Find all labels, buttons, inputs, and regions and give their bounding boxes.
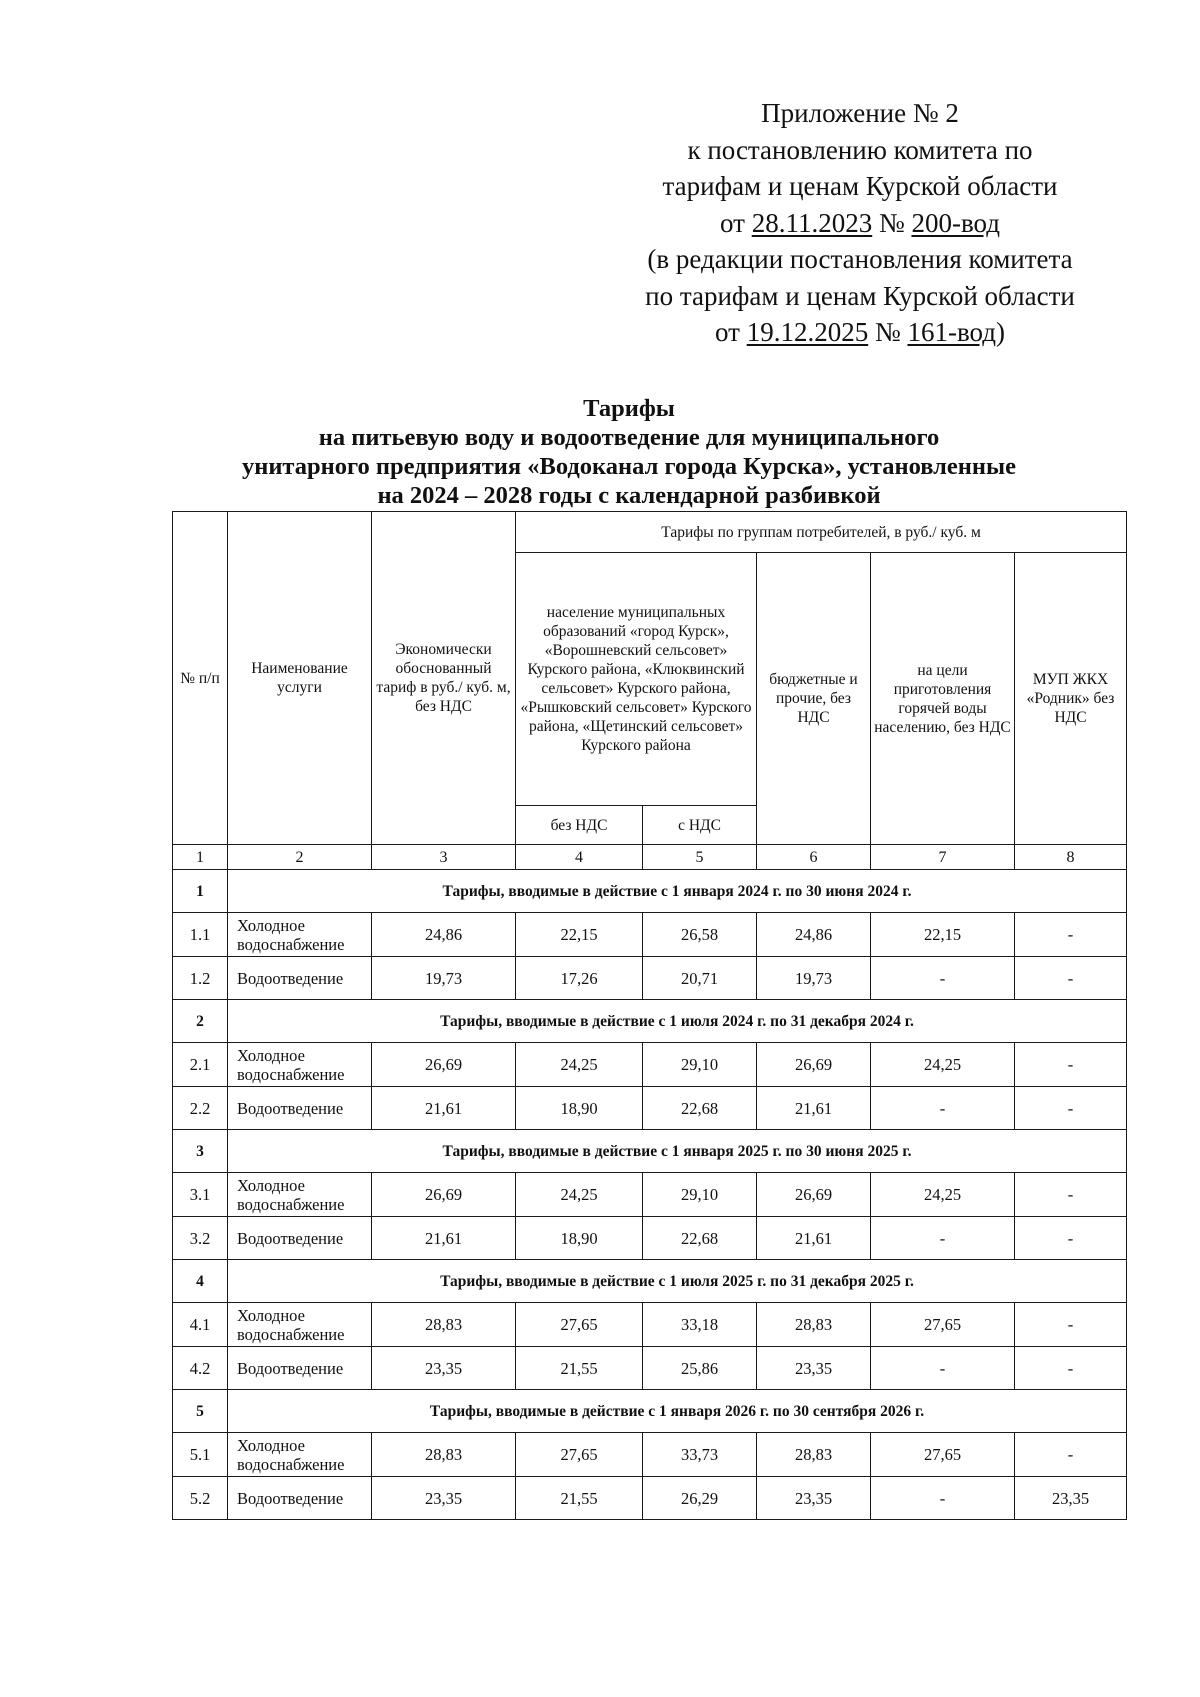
section-row xyxy=(173,1390,1127,1433)
section-number: 2 xyxy=(173,1000,228,1043)
table-row xyxy=(173,1217,1127,1260)
budget-tariff: 19,73 xyxy=(757,957,871,1000)
section-number: 4 xyxy=(173,1260,228,1303)
title-line-4: на 2024 – 2028 годы с календарной разбивкой xyxy=(377,482,881,509)
header-population: население муниципальных образований «город Курск», «Ворошневский сельсовет» Курского района, «Клюквинский сельсовет» Курского района, «Рышковский сельсовет» Курского района, «Щетинский сельсовет» Курского района xyxy=(516,553,757,806)
rodnik-tariff: - xyxy=(1015,1043,1127,1087)
header-rodnik: МУП ЖКХ «Родник» без НДС xyxy=(1015,553,1127,845)
title-line-2: на питьевую воду и водоотведение для муниципального xyxy=(318,424,940,451)
section-row xyxy=(173,1130,1127,1173)
row-number: 1.2 xyxy=(173,957,228,1000)
population-no-vat: 27,65 xyxy=(516,1303,643,1347)
column-number: 6 xyxy=(757,845,871,870)
section-number: 5 xyxy=(173,1390,228,1433)
table-row xyxy=(173,1173,1127,1217)
column-number: 4 xyxy=(516,845,643,870)
column-number: 3 xyxy=(372,845,516,870)
row-number: 3.1 xyxy=(173,1173,228,1217)
row-number: 5.2 xyxy=(173,1477,228,1520)
rodnik-tariff: - xyxy=(1015,1087,1127,1130)
table-row xyxy=(173,1477,1127,1520)
row-number: 2.1 xyxy=(173,1043,228,1087)
budget-tariff: 21,61 xyxy=(757,1217,871,1260)
appendix-line-3: тарифам и ценам Курской области xyxy=(662,171,1058,201)
service-name: Холодное водоснабжение xyxy=(228,1043,372,1087)
decree-number: 200-вод xyxy=(911,207,1000,238)
header-with-vat: с НДС xyxy=(643,806,757,845)
section-row xyxy=(173,1260,1127,1303)
hot-water-tariff: 24,25 xyxy=(871,1173,1015,1217)
population-no-vat: 27,65 xyxy=(516,1433,643,1477)
hot-water-tariff: 22,15 xyxy=(871,913,1015,957)
amend-decree-date: 19.12.2025 xyxy=(746,317,869,347)
title-line-3: унитарного предприятия «Водоканал города Курска», установленные xyxy=(241,453,1017,480)
column-number: 1 xyxy=(173,845,228,870)
appendix-header xyxy=(620,95,1100,351)
section-title: Тарифы, вводимые в действие с 1 января 2024 г. по 30 июня 2024 г. xyxy=(228,870,1127,913)
header-budget: бюджетные и прочие, без НДС xyxy=(757,553,871,845)
section-number: 1 xyxy=(173,870,228,913)
economic-tariff: 28,83 xyxy=(372,1303,516,1347)
population-no-vat: 24,25 xyxy=(516,1173,643,1217)
section-title: Тарифы, вводимые в действие с 1 января 2026 г. по 30 сентября 2026 г. xyxy=(228,1390,1127,1433)
row-number: 4.1 xyxy=(173,1303,228,1347)
economic-tariff: 19,73 xyxy=(372,957,516,1000)
rodnik-tariff: - xyxy=(1015,913,1127,957)
population-with-vat: 26,29 xyxy=(643,1477,757,1520)
service-name: Водоотведение xyxy=(228,1347,372,1390)
service-name: Водоотведение xyxy=(228,1087,372,1130)
population-no-vat: 18,90 xyxy=(516,1087,643,1130)
table-row xyxy=(173,1043,1127,1087)
economic-tariff: 24,86 xyxy=(372,913,516,957)
rodnik-tariff: - xyxy=(1015,1303,1127,1347)
header-num: № п/п xyxy=(173,512,228,845)
tariffs-table xyxy=(172,511,1127,1520)
row-number: 1.1 xyxy=(173,913,228,957)
header-consumer-groups: Тарифы по группам потребителей, в руб./ куб. м xyxy=(516,512,1127,553)
population-with-vat: 26,58 xyxy=(643,913,757,957)
hot-water-tariff: 24,25 xyxy=(871,1043,1015,1087)
section-number: 3 xyxy=(173,1130,228,1173)
header-hot-water: на цели приготовления горячей воды населению, без НДС xyxy=(871,553,1015,845)
budget-tariff: 28,83 xyxy=(757,1433,871,1477)
population-with-vat: 22,68 xyxy=(643,1087,757,1130)
column-number: 7 xyxy=(871,845,1015,870)
column-number: 2 xyxy=(228,845,372,870)
budget-tariff: 23,35 xyxy=(757,1477,871,1520)
table-row xyxy=(173,1303,1127,1347)
population-no-vat: 17,26 xyxy=(516,957,643,1000)
hot-water-tariff: - xyxy=(871,1347,1015,1390)
hot-water-tariff: - xyxy=(871,1477,1015,1520)
economic-tariff: 26,69 xyxy=(372,1043,516,1087)
economic-tariff: 23,35 xyxy=(372,1477,516,1520)
service-name: Холодное водоснабжение xyxy=(228,1173,372,1217)
appendix-line-7 xyxy=(620,314,1100,351)
hot-water-tariff: - xyxy=(871,1087,1015,1130)
service-name: Холодное водоснабжение xyxy=(228,1433,372,1477)
appendix-line-5: (в редакции постановления комитета xyxy=(647,244,1073,274)
population-no-vat: 21,55 xyxy=(516,1477,643,1520)
amend-date-prefix: от xyxy=(715,317,747,347)
population-with-vat: 33,73 xyxy=(643,1433,757,1477)
budget-tariff: 23,35 xyxy=(757,1347,871,1390)
table-row xyxy=(173,1347,1127,1390)
population-no-vat: 21,55 xyxy=(516,1347,643,1390)
rodnik-tariff: - xyxy=(1015,1173,1127,1217)
appendix-line-6: по тарифам и ценам Курской области xyxy=(645,280,1075,311)
rodnik-tariff: - xyxy=(1015,1217,1127,1260)
section-title: Тарифы, вводимые в действие с 1 июля 2025 г. по 31 декабря 2025 г. xyxy=(228,1260,1127,1303)
appendix-line-4 xyxy=(620,205,1100,242)
column-numbers-row xyxy=(173,845,1127,870)
header-service-name: Наименование услуги xyxy=(228,512,372,845)
section-title: Тарифы, вводимые в действие с 1 января 2025 г. по 30 июня 2025 г. xyxy=(228,1130,1127,1173)
economic-tariff: 28,83 xyxy=(372,1433,516,1477)
row-number: 2.2 xyxy=(173,1087,228,1130)
table-row xyxy=(173,1087,1127,1130)
economic-tariff: 21,61 xyxy=(372,1087,516,1130)
table-row xyxy=(173,1433,1127,1477)
rodnik-tariff: 23,35 xyxy=(1015,1477,1127,1520)
appendix-line-1: Приложение № 2 xyxy=(761,98,959,128)
service-name: Холодное водоснабжение xyxy=(228,1303,372,1347)
service-name: Водоотведение xyxy=(228,957,372,1000)
amend-close-paren: ) xyxy=(995,317,1005,347)
document-title xyxy=(160,394,1098,510)
hot-water-tariff: - xyxy=(871,1217,1015,1260)
population-with-vat: 25,86 xyxy=(643,1347,757,1390)
service-name: Водоотведение xyxy=(228,1217,372,1260)
hot-water-tariff: - xyxy=(871,957,1015,1000)
amend-number-sign: № xyxy=(868,317,908,347)
population-no-vat: 18,90 xyxy=(516,1217,643,1260)
population-with-vat: 29,10 xyxy=(643,1173,757,1217)
table-row xyxy=(173,913,1127,957)
service-name: Холодное водоснабжение xyxy=(228,913,372,957)
rodnik-tariff: - xyxy=(1015,1433,1127,1477)
column-number: 8 xyxy=(1015,845,1127,870)
row-number: 5.1 xyxy=(173,1433,228,1477)
row-number: 3.2 xyxy=(173,1217,228,1260)
decree-date: 28.11.2023 xyxy=(751,207,873,238)
budget-tariff: 28,83 xyxy=(757,1303,871,1347)
population-with-vat: 22,68 xyxy=(643,1217,757,1260)
budget-tariff: 24,86 xyxy=(757,913,871,957)
header-economic-tariff: Экономически обоснованный тариф в руб./ куб. м, без НДС xyxy=(372,512,516,845)
service-name: Водоотведение xyxy=(228,1477,372,1520)
economic-tariff: 23,35 xyxy=(372,1347,516,1390)
row-number: 4.2 xyxy=(173,1347,228,1390)
table-row xyxy=(173,957,1127,1000)
appendix-line-2: к постановлению комитета по xyxy=(687,134,1033,165)
population-no-vat: 24,25 xyxy=(516,1043,643,1087)
economic-tariff: 26,69 xyxy=(372,1173,516,1217)
rodnik-tariff: - xyxy=(1015,1347,1127,1390)
hot-water-tariff: 27,65 xyxy=(871,1303,1015,1347)
population-with-vat: 29,10 xyxy=(643,1043,757,1087)
title-line-1: Тарифы xyxy=(583,395,675,422)
appendix-date-prefix: от xyxy=(720,207,752,238)
population-no-vat: 22,15 xyxy=(516,913,643,957)
header-no-vat: без НДС xyxy=(516,806,643,845)
economic-tariff: 21,61 xyxy=(372,1217,516,1260)
population-with-vat: 33,18 xyxy=(643,1303,757,1347)
number-sign: № xyxy=(872,207,912,238)
population-with-vat: 20,71 xyxy=(643,957,757,1000)
column-number: 5 xyxy=(643,845,757,870)
section-title: Тарифы, вводимые в действие с 1 июля 2024 г. по 31 декабря 2024 г. xyxy=(228,1000,1127,1043)
hot-water-tariff: 27,65 xyxy=(871,1433,1015,1477)
rodnik-tariff: - xyxy=(1015,957,1127,1000)
budget-tariff: 21,61 xyxy=(757,1087,871,1130)
section-row xyxy=(173,870,1127,913)
budget-tariff: 26,69 xyxy=(757,1043,871,1087)
amend-decree-number: 161-вод xyxy=(907,317,996,347)
section-row xyxy=(173,1000,1127,1043)
budget-tariff: 26,69 xyxy=(757,1173,871,1217)
